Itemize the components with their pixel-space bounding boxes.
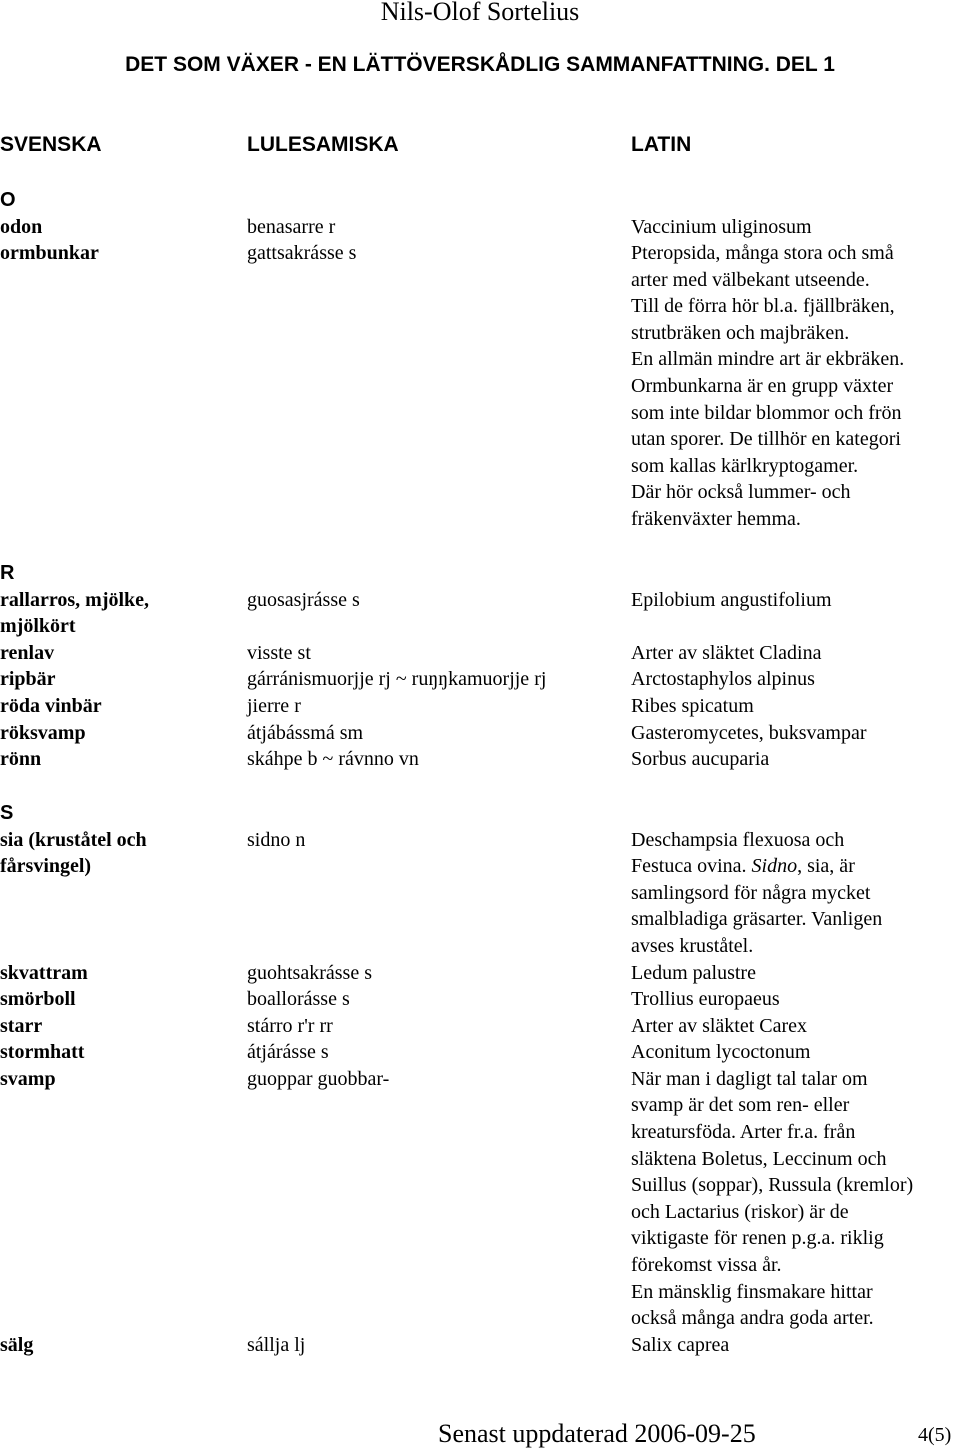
- lule-sami-term: [247, 1066, 622, 1093]
- lule-sami-term-line: guoppar guobbar-: [247, 1067, 390, 1090]
- latin-description-line: utan sporer. De tillhör en kategori: [631, 428, 901, 451]
- document-title: DET SOM VÄXER - EN LÄTTÖVERSKÅDLIG SAMMANFATTNING. DEL 1: [125, 53, 835, 76]
- latin-description: [631, 827, 960, 960]
- lule-sami-term-line: stárro r'r rr: [247, 1014, 333, 1037]
- latin-description: [631, 1066, 960, 1332]
- swedish-term: [0, 827, 235, 880]
- swedish-term: [0, 746, 235, 773]
- latin-description: [631, 1332, 960, 1359]
- swedish-term-line: svamp: [0, 1067, 56, 1090]
- swedish-term-line: smörboll: [0, 988, 76, 1011]
- swedish-term-line: ormbunkar: [0, 242, 99, 265]
- latin-description: [631, 1039, 960, 1066]
- lule-sami-term: [247, 746, 622, 773]
- latin-description: [631, 214, 960, 241]
- latin-description: [631, 720, 960, 747]
- latin-description-line: Där hör också lummer- och: [631, 481, 851, 504]
- latin-description: [631, 693, 960, 720]
- latin-description-line: Aconitum lycoctonum: [631, 1041, 811, 1064]
- swedish-term-line: starr: [0, 1014, 43, 1037]
- column-header-latin: LATIN: [631, 133, 692, 156]
- latin-description-line: arter med välbekant utseende.: [631, 268, 870, 291]
- swedish-term-line: röda vinbär: [0, 694, 102, 717]
- latin-description-line: Sorbus aucuparia: [631, 748, 770, 771]
- latin-description-line: fräkenväxter hemma.: [631, 508, 801, 531]
- lule-sami-term-line: jierre r: [247, 694, 301, 717]
- latin-description-line: kreatursföda. Arter fr.a. från: [631, 1121, 856, 1144]
- latin-description-line: Till de förra hör bl.a. fjällbräken,: [631, 295, 895, 318]
- swedish-term: [0, 720, 235, 747]
- swedish-term: [0, 1013, 235, 1040]
- latin-description-line: Epilobium angustifolium: [631, 588, 832, 611]
- swedish-term-line: skvattram: [0, 961, 88, 984]
- lule-sami-term: [247, 693, 622, 720]
- lule-sami-term: [247, 640, 622, 667]
- swedish-term: [0, 986, 235, 1013]
- author: Nils-Olof Sortelius: [380, 0, 580, 26]
- lule-sami-term: [247, 214, 622, 241]
- latin-description-line: Salix caprea: [631, 1333, 730, 1356]
- lule-sami-term-line: skáhpe b ~ rávnno vn: [247, 748, 419, 771]
- swedish-term: [0, 214, 235, 241]
- swedish-term: [0, 587, 235, 640]
- swedish-term-line: rallarros, mjölke,: [0, 588, 150, 611]
- swedish-term: [0, 640, 235, 667]
- latin-description-line: och Lactarius (riskor) är de: [631, 1200, 849, 1223]
- lule-sami-term-line: visste st: [247, 641, 311, 664]
- latin-description-line: strutbräken och majbräken.: [631, 321, 850, 344]
- section-letter: R: [0, 562, 15, 584]
- latin-description: [631, 746, 960, 773]
- latin-description-line: Ribes spicatum: [631, 694, 754, 717]
- lule-sami-term-line: boallorásse s: [247, 988, 350, 1011]
- latin-description-line: som inte bildar blommor och frön: [631, 401, 902, 424]
- page-number: 4(5): [918, 1424, 952, 1446]
- lule-sami-term-line: gárránismuorjje rj ~ ruŋŋkamuorjje rj: [247, 668, 547, 691]
- swedish-term-line: mjölkört: [0, 615, 76, 638]
- lule-sami-term: [247, 1013, 622, 1040]
- latin-description-line: släktena Boletus, Leccinum och: [631, 1147, 887, 1170]
- lule-sami-term: [247, 1039, 622, 1066]
- lule-sami-term-line: guohtsakrásse s: [247, 961, 372, 984]
- latin-description-line: Arter av släktet Carex: [631, 1014, 808, 1037]
- swedish-term-line: fårsvingel): [0, 855, 92, 878]
- swedish-term: [0, 1332, 235, 1359]
- latin-description-line: Ormbunkarna är en grupp växter: [631, 375, 894, 398]
- lule-sami-term: [247, 960, 622, 987]
- latin-description-line: samlingsord för några mycket: [631, 881, 871, 904]
- last-updated: Senast uppdaterad 2006-09-25: [438, 1419, 756, 1448]
- latin-description-line: Arter av släktet Cladina: [631, 641, 822, 664]
- latin-description-line: Vaccinium uliginosum: [631, 215, 812, 238]
- lule-sami-term-line: benasarre r: [247, 215, 336, 238]
- latin-description-line: Suillus (soppar), Russula (kremlor): [631, 1174, 914, 1197]
- latin-description-line: förekomst vissa år.: [631, 1254, 782, 1277]
- latin-description-line: Festuca ovina. Sidno, sia, är: [631, 855, 855, 878]
- lule-sami-term-line: sállja lj: [247, 1333, 306, 1356]
- latin-description: [631, 587, 960, 614]
- lule-sami-term: [247, 666, 622, 693]
- lule-sami-term: [247, 827, 622, 854]
- swedish-term-line: ripbär: [0, 668, 56, 691]
- swedish-term-line: stormhatt: [0, 1041, 85, 1064]
- latin-description: [631, 986, 960, 1013]
- column-header-lulesamiska: LULESAMISKA: [247, 133, 399, 156]
- lule-sami-term-line: átjábássmá sm: [247, 721, 364, 744]
- latin-description-line: svamp är det som ren- eller: [631, 1094, 850, 1117]
- lule-sami-term: [247, 587, 622, 614]
- swedish-term: [0, 240, 235, 267]
- latin-description-line: avses kruståtel.: [631, 934, 754, 957]
- latin-description: [631, 1013, 960, 1040]
- latin-description: [631, 960, 960, 987]
- latin-description-line: som kallas kärlkryptogamer.: [631, 454, 859, 477]
- swedish-term: [0, 666, 235, 693]
- lule-sami-term-line: átjárásse s: [247, 1041, 329, 1064]
- swedish-term: [0, 1066, 235, 1093]
- lule-sami-term: [247, 720, 622, 747]
- swedish-term-line: sia (kruståtel och: [0, 828, 147, 851]
- swedish-term-line: renlav: [0, 641, 55, 664]
- latin-description-line: Ledum palustre: [631, 961, 756, 984]
- swedish-term-line: odon: [0, 215, 43, 238]
- section-letter: S: [0, 802, 14, 824]
- lule-sami-term-line: gattsakrásse s: [247, 242, 357, 265]
- latin-description-line: smalbladiga gräsarter. Vanligen: [631, 908, 883, 931]
- swedish-term-line: sälg: [0, 1333, 34, 1356]
- swedish-term: [0, 960, 235, 987]
- lule-sami-term-line: sidno n: [247, 828, 306, 851]
- latin-description: [631, 666, 960, 693]
- latin-description-line: också många andra goda arter.: [631, 1307, 874, 1330]
- latin-description-line: Trollius europaeus: [631, 988, 780, 1011]
- latin-description-line: Deschampsia flexuosa och: [631, 828, 845, 851]
- swedish-term-line: röksvamp: [0, 721, 86, 744]
- latin-description-line: viktigaste för renen p.g.a. riklig: [631, 1227, 884, 1250]
- column-header-svenska: SVENSKA: [0, 133, 102, 156]
- lule-sami-term: [247, 1332, 622, 1359]
- lule-sami-term-line: guosasjrásse s: [247, 588, 360, 611]
- section-letter: O: [0, 189, 16, 211]
- latin-description-line: Pteropsida, många stora och små: [631, 242, 894, 265]
- swedish-term-line: rönn: [0, 748, 42, 771]
- latin-description: [631, 240, 960, 533]
- lule-sami-term: [247, 240, 622, 267]
- swedish-term: [0, 1039, 235, 1066]
- latin-description: [631, 640, 960, 667]
- swedish-term: [0, 693, 235, 720]
- lule-sami-term: [247, 986, 622, 1013]
- emphasized-term: Sidno: [751, 855, 798, 878]
- latin-description-line: En mänsklig finsmakare hittar: [631, 1280, 873, 1303]
- latin-description-line: Arctostaphylos alpinus: [631, 668, 815, 691]
- latin-description-line: Gasteromycetes, buksvampar: [631, 721, 867, 744]
- latin-description-line: En allmän mindre art är ekbräken.: [631, 348, 905, 371]
- latin-description-line: När man i dagligt tal talar om: [631, 1067, 868, 1090]
